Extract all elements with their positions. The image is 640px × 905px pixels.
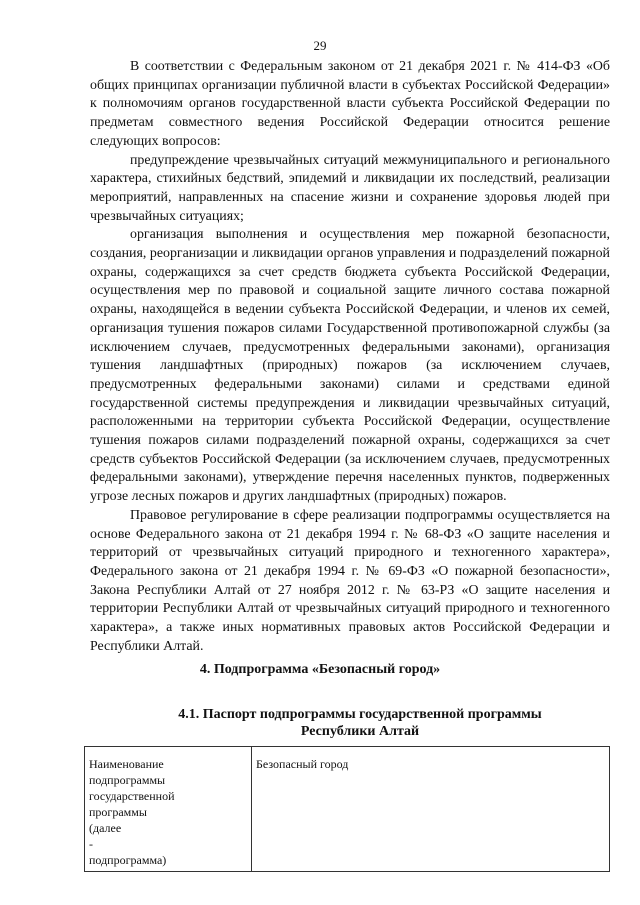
- page-number: 29: [313, 38, 327, 53]
- table-cell-value: Безопасный город: [252, 747, 610, 872]
- passport-table: [84, 746, 610, 872]
- label-line: государственной: [89, 789, 175, 803]
- label-line: Наименование: [89, 757, 164, 771]
- paragraph: В соответствии с Федеральным законом от 21 декабря 2021 г. № 414-ФЗ «Об общих принципах организации публичной власти в субъектах Российской Федерации» к полномочиям органов государственной власти субъекта Российской Федерации по предметам совместного ведения Российской Федерации относится решение следующих вопросов:: [90, 59, 610, 149]
- label-line: -: [89, 837, 93, 851]
- subsection-heading: 4.1. Паспорт подпрограммы государственной программы Республики Алтай: [178, 707, 542, 739]
- paragraph: Правовое регулирование в сфере реализации подпрограммы осуществляется на основе Федерального закона от 21 декабря 1994 г. № 68-ФЗ «О защите населения и территорий от чрезвычайных ситуаций природного и техногенного характера», Федерального закона от 21 декабря 1994 г. № 69-ФЗ «О пожарной безопасности», Закона Республики Алтай от 27 ноября 2012 г. № 63-РЗ «О защите населения и территории Республики Алтай от чрезвычайных ситуаций природного и техногенного характера», а также иных нормативных правовых актов Российской Федерации и Республики Алтай.: [90, 507, 610, 654]
- table-cell-label: [85, 747, 252, 872]
- paragraph: предупреждение чрезвычайных ситуаций межмуниципального и регионального характера, стихийных бедствий, эпидемий и ликвидации их последствий, реализации мероприятий, направленных на спасение жизни и сохранение здоровья людей при чрезвычайных ситуациях;: [90, 152, 610, 224]
- label-line: подпрограмма): [89, 853, 167, 867]
- label-line: (далее: [89, 821, 122, 835]
- label-line: подпрограммы: [89, 773, 166, 787]
- body-text: [90, 58, 610, 657]
- table-row: [85, 747, 610, 872]
- section-heading: 4. Подпрограмма «Безопасный город»: [199, 662, 441, 677]
- label-line: программы: [89, 805, 147, 819]
- label-line-split: [89, 804, 247, 852]
- paragraph: организация выполнения и осуществления мер пожарной безопасности, создания, реорганизации и ликвидации органов управления и подразделений пожарной охраны, содержащихся за счет средств бюджета субъекта Российской Федерации, осуществления мер по правовой и социальной защите личного состава пожарной охраны, находящейся в ведении субъекта Российской Федерации, и членов их семей, организация тушения пожаров силами Государственной противопожарной службы (за исключением случаев, предусмотренных федеральными законами), организация тушения ландшафтных (природных) пожаров (за исключением случаев, предусмотренных федеральными законами) силами и средствами единой государственной системы предупреждения и ликвидации чрезвычайных ситуаций, расположенными на территории субъекта Российской Федерации, осуществление тушения пожаров силами подразделений пожарной охраны, содержащихся за счет средств субъектов Российской Федерации (за исключением случаев, предусмотренных федеральными законами), утверждение перечня населенных пунктов, подверженных угрозе лесных пожаров и других ландшафтных (природных) пожаров.: [90, 227, 610, 505]
